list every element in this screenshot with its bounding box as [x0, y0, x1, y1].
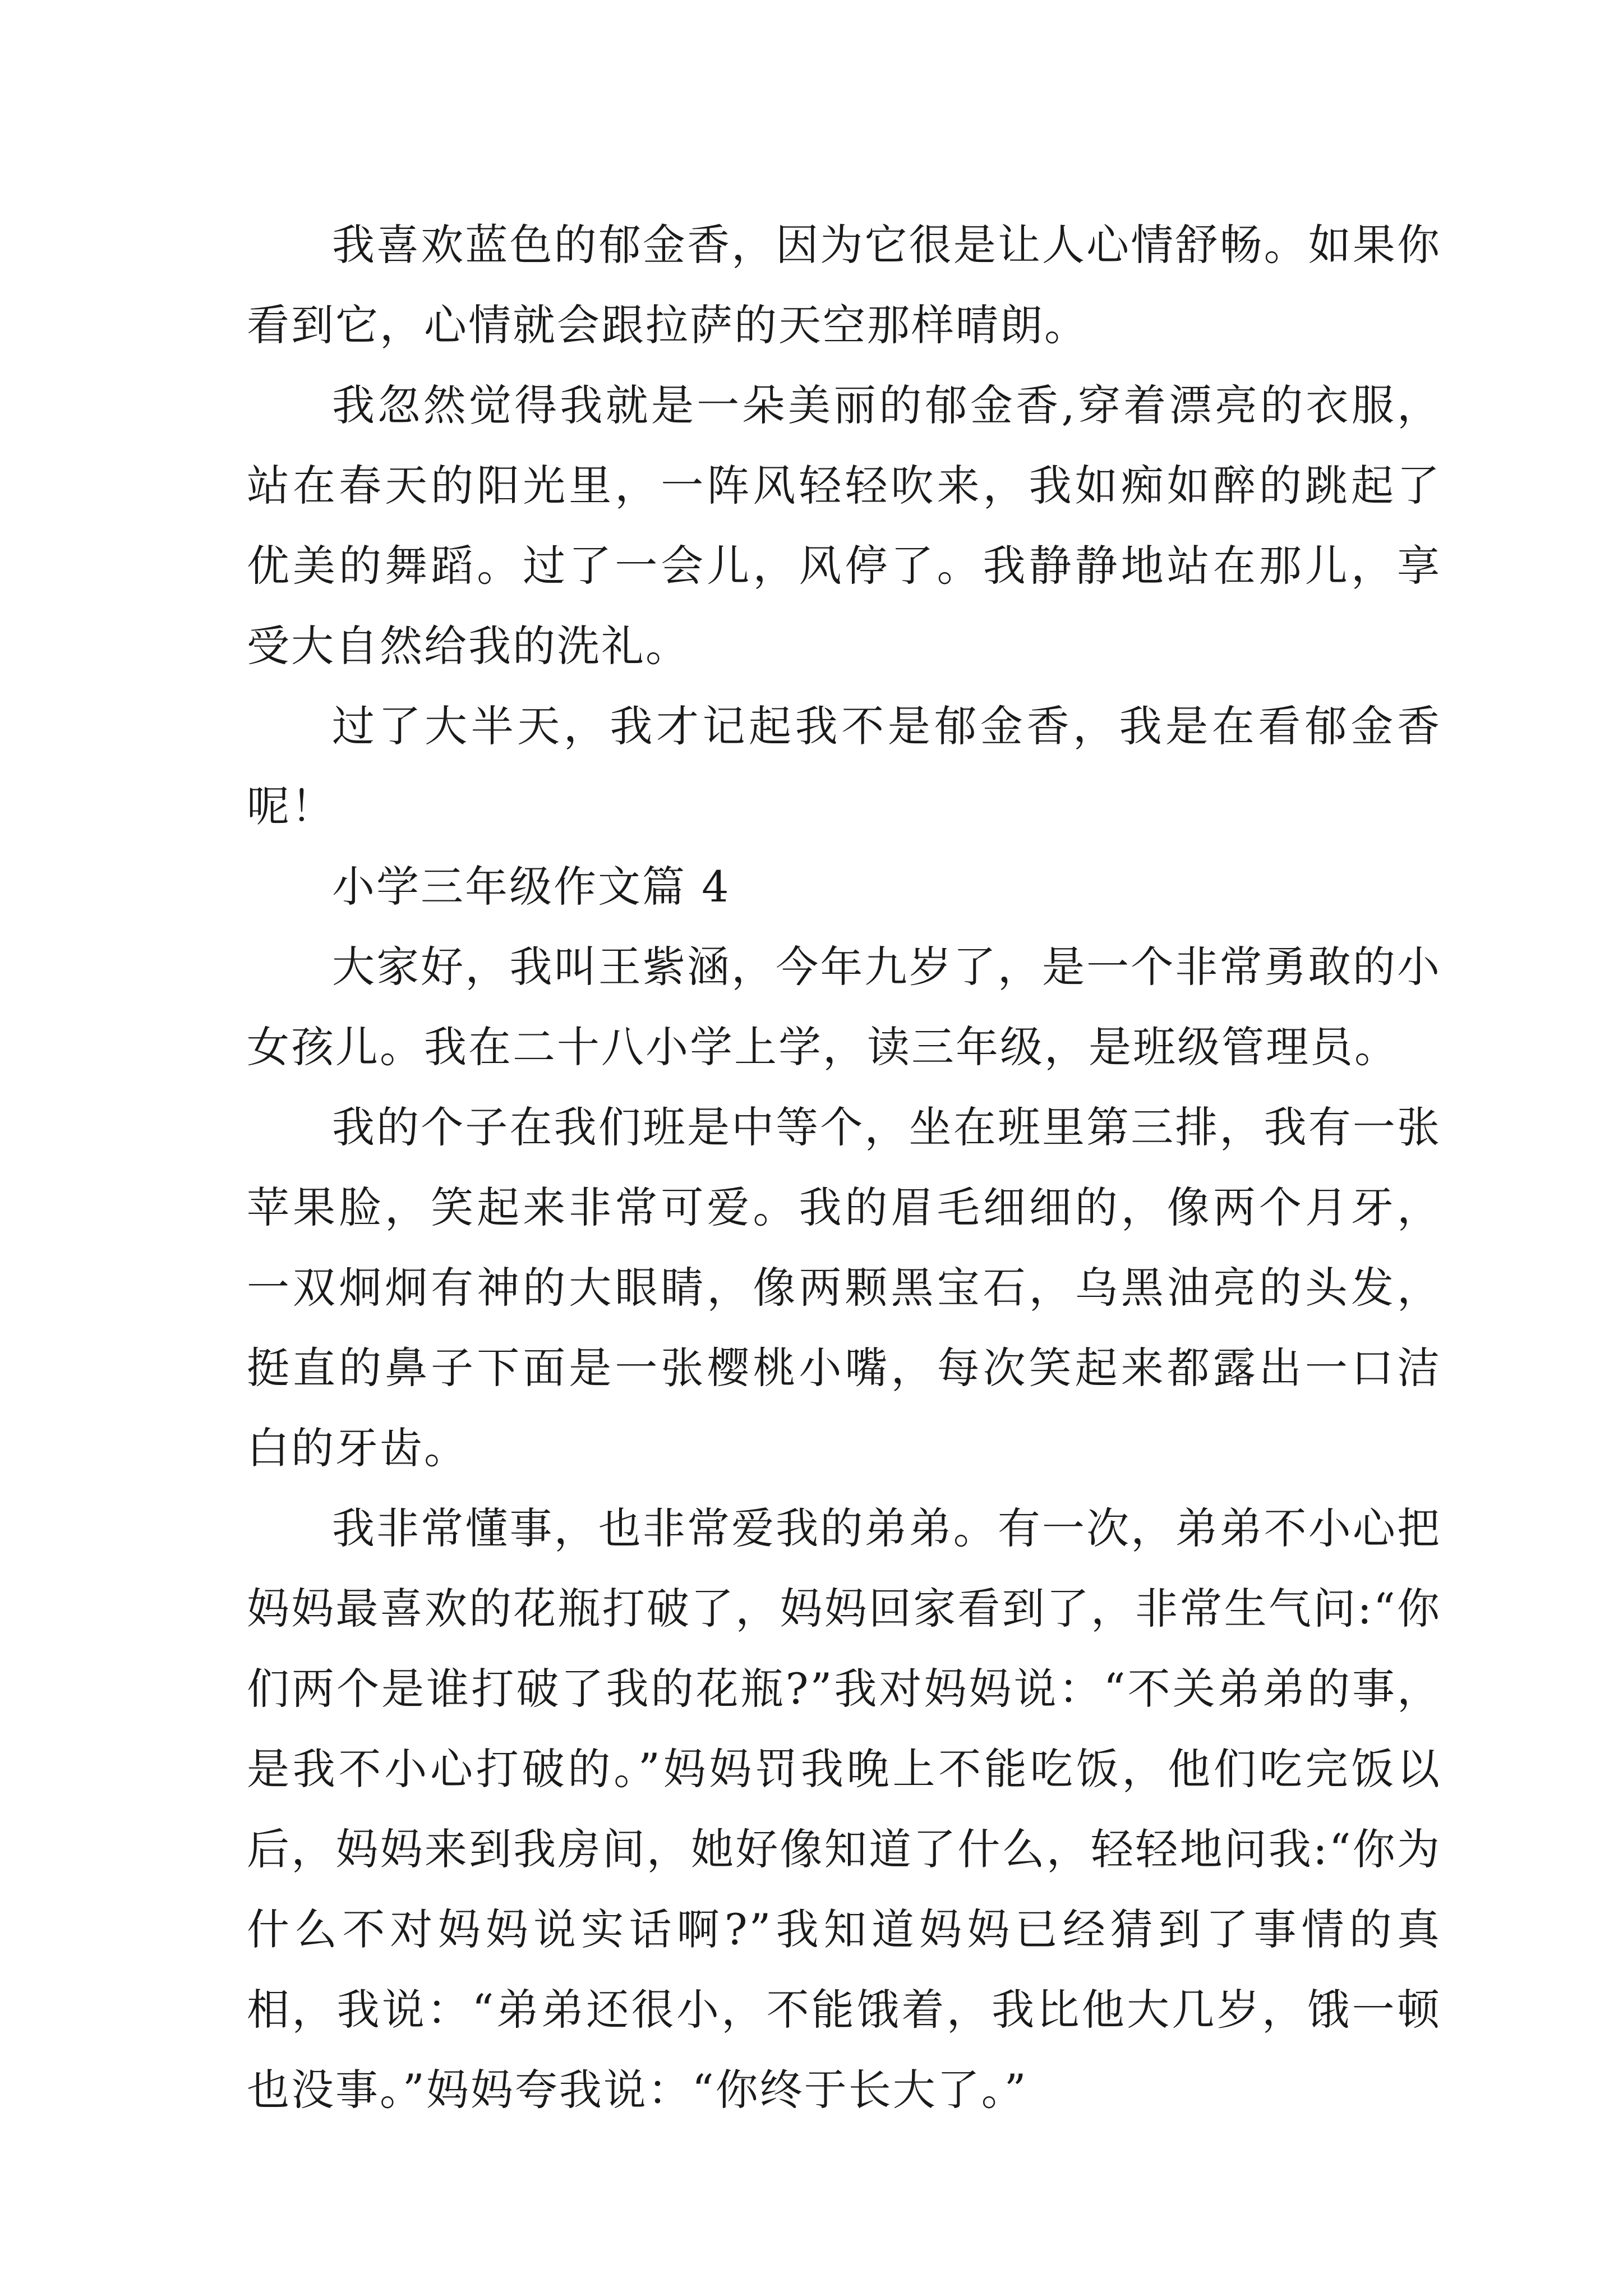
section-title: 小学三年级作文篇 4	[332, 862, 731, 912]
paragraph-blue-tulip: 我喜欢蓝色的郁金香，因为它很是让人心情舒畅。如果你看到它，心情就会跟拉萨的天空那样晴朗。	[247, 220, 1441, 350]
paragraph-tulip-dream: 我忽然觉得我就是一朵美丽的郁金香,穿着漂亮的衣服，站在春天的阳光里，一阵风轻轻吹来，我如痴如醉的跳起了优美的舞蹈。过了一会儿，风停了。我静静地站在那儿，享受大自然给我的洗礼。	[247, 380, 1441, 671]
paragraph-vase-story: 我非常懂事，也非常爱我的弟弟。有一次，弟弟不小心把妈妈最喜欢的花瓶打破了，妈妈回家看到了，非常生气问:“你们两个是谁打破了我的花瓶?”我对妈妈说：“不关弟弟的事，是我不小心打破的。”妈妈罚我晚上不能吃饭，他们吃完饭以后，妈妈来到我房间，她好像知道了什么，轻轻地问我:“你为什么不对妈妈说实话啊?”我知道妈妈已经猜到了事情的真相，我说：“弟弟还很小，不能饿着，我比他大几岁，饿一顿也没事。”妈妈夸我说：“你终于长大了。”	[247, 1503, 1441, 2115]
document-body	[247, 205, 1441, 2130]
paragraph-appearance: 我的个子在我们班是中等个，坐在班里第三排，我有一张苹果脸，笑起来非常可爱。我的眉毛细细的，像两个月牙，一双炯炯有神的大眼睛，像两颗黑宝石，乌黑油亮的头发，挺直的鼻子下面是一张樱桃小嘴，每次笑起来都露出一口洁白的牙齿。	[247, 1102, 1441, 1473]
paragraph-introduction: 大家好，我叫王紫涵，今年九岁了，是一个非常勇敢的小女孩儿。我在二十八小学上学，读三年级，是班级管理员。	[247, 942, 1441, 1072]
paragraph-tulip-awake: 过了大半天，我才记起我不是郁金香，我是在看郁金香呢！	[247, 701, 1441, 831]
